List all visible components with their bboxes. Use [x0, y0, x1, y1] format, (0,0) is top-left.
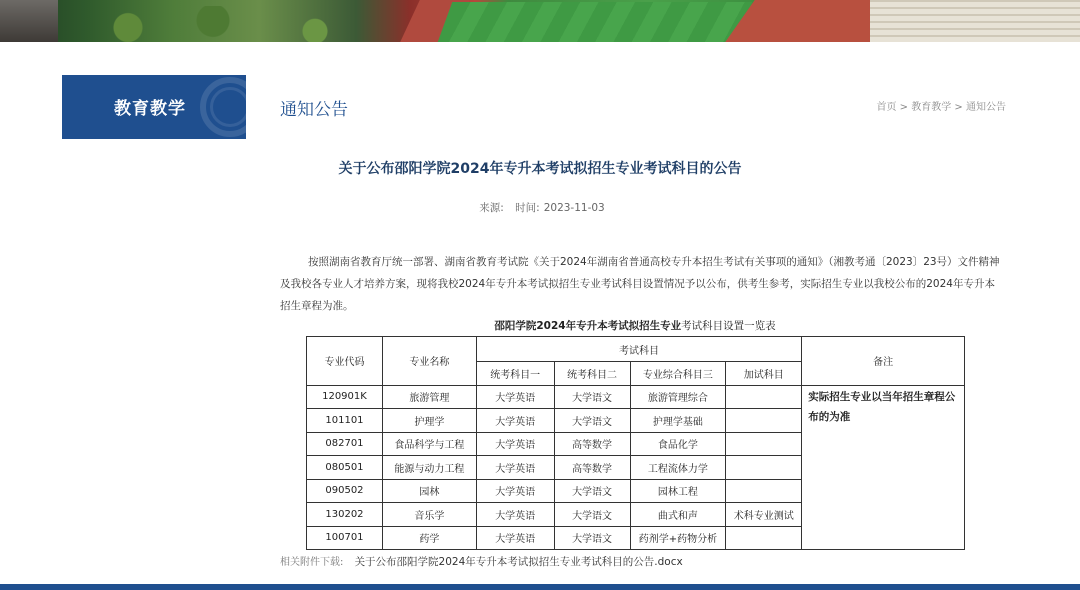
section-nav-block[interactable] — [62, 75, 246, 139]
header-s1: 统考科目一 — [476, 362, 554, 386]
breadcrumb-home[interactable]: 首页 — [876, 102, 897, 113]
table-row — [307, 385, 965, 409]
cell-s2: 高等数学 — [554, 432, 630, 456]
footer-bar — [0, 584, 1080, 590]
header-subjects: 考试科目 — [476, 337, 801, 362]
cell-extra — [726, 385, 802, 409]
article-body: 按照湖南省教育厅统一部署、湖南省教育考试院《关于2024年湖南省普通高校专升本招生考试有关事项的通知》（湘教考通〔2023〕23号）文件精神及我校各专业人才培养方案，现将我校2024年专升本考试拟招生专业考试科目设置情况予以公布，供考生参考，实际招生专业以我校公布的2024年专升本招生章程为准。 — [280, 256, 1000, 312]
cell-s2: 大学语文 — [554, 409, 630, 433]
attachment-label: 相关附件下载: — [280, 557, 344, 568]
table-caption-sub: 考试科目设置一览表 — [681, 320, 776, 332]
cell-name: 护理学 — [382, 409, 476, 433]
cell-s2: 大学语文 — [554, 526, 630, 550]
cell-s3: 曲式和声 — [630, 503, 726, 527]
banner-building — [0, 0, 58, 42]
cell-extra: 术科专业测试 — [726, 503, 802, 527]
article-title: 关于公布邵阳学院2024年专升本考试拟招生专业考试科目的公告 — [338, 161, 742, 177]
cell-s1: 大学英语 — [476, 432, 554, 456]
header-name: 专业名称 — [382, 337, 476, 386]
cell-s3: 园林工程 — [630, 479, 726, 503]
cell-extra — [726, 409, 802, 433]
cell-s1: 大学英语 — [476, 526, 554, 550]
cell-extra — [726, 526, 802, 550]
banner-field — [438, 2, 753, 42]
breadcrumb-current[interactable]: 通知公告 — [966, 102, 1006, 113]
cell-s3: 旅游管理综合 — [630, 385, 726, 409]
cell-name: 能源与动力工程 — [382, 456, 476, 480]
cell-extra — [726, 456, 802, 480]
table-caption-main: 邵阳学院2024年专升本考试拟招生专业 — [494, 320, 682, 332]
cell-s3: 食品化学 — [630, 432, 726, 456]
cell-name: 食品科学与工程 — [382, 432, 476, 456]
cell-s2: 大学语文 — [554, 479, 630, 503]
cell-extra — [726, 479, 802, 503]
cell-s1: 大学英语 — [476, 456, 554, 480]
cell-name: 药学 — [382, 526, 476, 550]
attachment-link[interactable]: 关于公布邵阳学院2024年专升本考试拟招生专业考试科目的公告.docx — [354, 556, 683, 568]
header-s2: 统考科目二 — [554, 362, 630, 386]
attachment-row — [280, 553, 683, 569]
cell-code: 130202 — [307, 503, 383, 527]
header-note: 备注 — [802, 337, 965, 386]
cell-note: 实际招生专业以当年招生章程公布的为准 — [802, 385, 965, 550]
school-seal-inner-icon — [210, 87, 246, 127]
cell-name: 音乐学 — [382, 503, 476, 527]
cell-code: 090502 — [307, 479, 383, 503]
publish-date: 2023-11-03 — [543, 202, 605, 214]
cell-code: 100701 — [307, 526, 383, 550]
cell-s2: 大学语文 — [554, 503, 630, 527]
breadcrumb-sep: > — [899, 102, 909, 113]
cell-s2: 大学语文 — [554, 385, 630, 409]
cell-s3: 药剂学+药物分析 — [630, 526, 726, 550]
banner-image — [0, 0, 1080, 42]
header-extra: 加试科目 — [726, 362, 802, 386]
page-title: 通知公告 — [280, 100, 348, 120]
section-label: 教育教学 — [114, 99, 186, 119]
cell-name: 园林 — [382, 479, 476, 503]
cell-s1: 大学英语 — [476, 409, 554, 433]
banner-trees — [60, 6, 400, 42]
cell-code: 120901K — [307, 385, 383, 409]
cell-s3: 工程流体力学 — [630, 456, 726, 480]
cell-s3: 护理学基础 — [630, 409, 726, 433]
cell-code: 080501 — [307, 456, 383, 480]
cell-extra — [726, 432, 802, 456]
header-code: 专业代码 — [307, 337, 383, 386]
source-label: 来源: — [479, 202, 504, 214]
cell-name: 旅游管理 — [382, 385, 476, 409]
cell-s2: 高等数学 — [554, 456, 630, 480]
cell-code: 082701 — [307, 432, 383, 456]
exam-subjects-table — [306, 336, 965, 550]
header-s3: 专业综合科目三 — [630, 362, 726, 386]
breadcrumb-section[interactable]: 教育教学 — [911, 102, 952, 113]
cell-code: 101101 — [307, 409, 383, 433]
banner-stands — [870, 0, 1080, 42]
breadcrumb — [876, 98, 1006, 113]
breadcrumb-sep: > — [954, 102, 963, 113]
cell-s1: 大学英语 — [476, 479, 554, 503]
table-caption — [305, 318, 965, 333]
article-meta — [0, 200, 1080, 215]
cell-s1: 大学英语 — [476, 503, 554, 527]
time-label: 时间: — [515, 202, 540, 214]
cell-s1: 大学英语 — [476, 385, 554, 409]
